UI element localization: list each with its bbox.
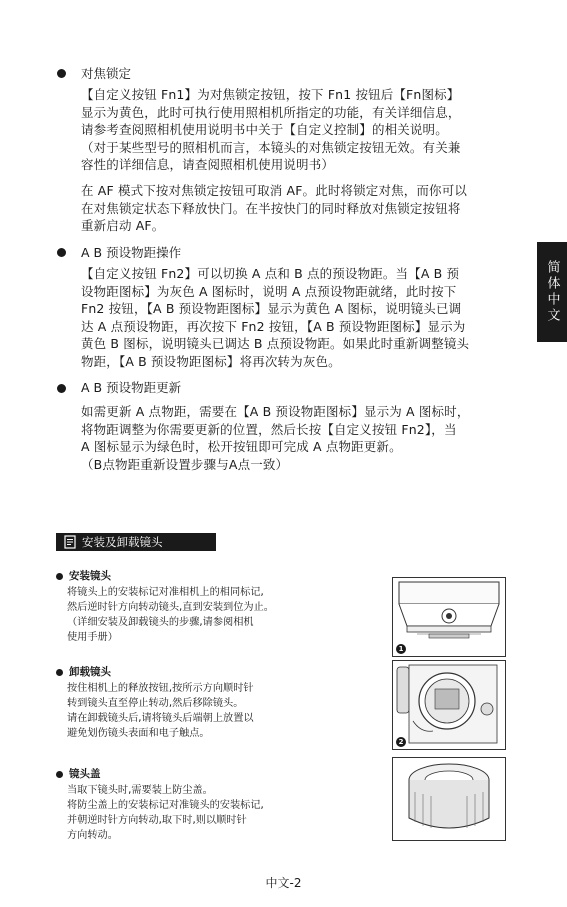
- focus-lock-paragraph-1: 【自定义按钮 Fn1】为对焦锁定按钮，按下 Fn1 按钮后【Fn图标】 显示为黄色，此时可执行使用照相机所指定的功能，有关详细信息， 请参考查阅照相机使用说明书中关于【自定义控制】的相关说明。 （对于某些型号的照相机而言，本镜头的对焦锁定按钮无效。有关兼 容性的详细信息，请查阅照相机使用说明书）: [81, 87, 461, 172]
- page-number: 中文-2: [265, 876, 302, 890]
- bullet-icon: [56, 771, 63, 778]
- unmount-lens-heading: 卸载镜头: [69, 666, 111, 678]
- figure-mount-lens: [392, 577, 506, 657]
- focus-lock-paragraph-2: 在 AF 模式下按对焦锁定按钮可取消 AF。此时将锁定对焦，而你可以 在对焦锁定状态下释放快门。在半按快门的同时释放对焦锁定按钮将 重新启动 AF。: [81, 183, 468, 233]
- bullet-icon: [57, 384, 66, 393]
- bullet-icon: [57, 69, 66, 78]
- figure-lens-cap: [392, 757, 506, 841]
- language-tab: [537, 242, 567, 342]
- ab-preset-paragraph: 【自定义按钮 Fn2】可以切换 A 点和 B 点的预设物距。当【A B 预 设物距图标】为灰色 A 图标时，说明 A 点预设物距就绪，此时按下 Fn2 按钮，【A B 预设物距图标】显示为黄色 A 图标，说明镜头已调 达 A 点预设物距，再次按下 Fn2 按钮，【A B 预设物距图标】显示为 黄色 B 图标，说明镜头已调达 B 点预设物距。如果此时重新调整镜头 物距，【A B 预设物距图标】将再次转为灰色。: [81, 266, 470, 369]
- mount-section-header: [56, 533, 216, 551]
- bullet-icon: [56, 573, 63, 580]
- unmount-lens-text: 按住相机上的释放按钮,按所示方向顺时针 转到镜头直至停止转动,然后移除镜头。 请在卸载镜头后,请将镜头后端朝上放置以 避免划伤镜头表面和电子触点。: [67, 683, 254, 739]
- lens-mount-illustration: [393, 578, 505, 656]
- bullet-icon: [57, 248, 66, 257]
- section-heading-ab-preset: A B 预设物距操作: [81, 245, 182, 260]
- lens-cap-text: 当取下镜头时,需要装上防尘盖。 将防尘盖上的安装标记对准镜头的安装标记, 并朝逆时针方向转动,取下时,则以顺时针 方向转动。: [67, 785, 264, 841]
- mount-lens-heading: 安装镜头: [69, 570, 111, 582]
- figure-number-1: 1: [396, 644, 406, 654]
- lens-cap-heading: 镜头盖: [69, 768, 101, 780]
- figure-unmount-lens: [392, 660, 506, 750]
- mount-section-title: 安装及卸载镜头: [82, 535, 163, 549]
- figure-number-2: 2: [396, 737, 406, 747]
- language-tab-label: 简体中文: [544, 260, 560, 324]
- lens-cap-illustration: [393, 758, 505, 840]
- section-heading-focus-lock: 对焦锁定: [81, 66, 132, 81]
- mount-lens-text: 将镜头上的安装标记对准相机上的相同标记, 然后逆时针方向转动镜头,直到安装到位为止。 （详细安装及卸载镜头的步骤,请参阅相机 使用手册）: [67, 587, 274, 643]
- ab-update-paragraph: 如需更新 A 点物距，需要在【A B 预设物距图标】显示为 A 图标时， 将物距调整为你需要更新的位置，然后长按【自定义按钮 Fn2】，当 A 图标显示为绿色时，松开按钮即可完成 A 点物距更新。 （B点物距重新设置步骤与A点一致）: [81, 404, 470, 472]
- bullet-icon: [56, 669, 63, 676]
- document-icon: [64, 535, 76, 549]
- section-heading-ab-update: A B 预设物距更新: [81, 380, 182, 395]
- camera-mount-illustration: [393, 661, 505, 749]
